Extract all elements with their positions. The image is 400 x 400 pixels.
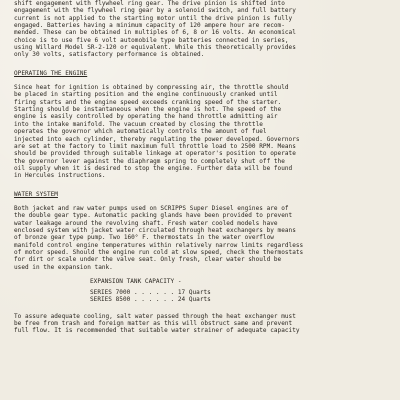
text-line: the double gear type. Automatic packing glands have been provided to prevent xyxy=(14,212,293,220)
text-line: current is not applied to the starting motor until the drive pinion is fully xyxy=(14,14,293,22)
text-line: using Willard Model SR-2-120 or equivalent. While this theoretically provides xyxy=(14,44,296,52)
text-line: operates the governor which automatically controls the amount of fuel xyxy=(14,128,267,136)
section-heading: WATER SYSTEM xyxy=(14,190,58,198)
text-line: injected into each cylinder, thereby regulating the power developed. Governors xyxy=(14,135,300,143)
intro-paragraph xyxy=(14,0,390,59)
text-line: engine is easily controlled by operating the hand throttle admitting air xyxy=(14,113,278,121)
text-line: shift engagement with flywheel ring gear. The drive pinion is shifted into xyxy=(14,0,285,7)
row-label: SERIES 7000 xyxy=(90,289,131,296)
text-line: full flow. It is recommended that suitable water strainer of adequate capacity xyxy=(14,327,300,335)
closing-paragraph xyxy=(14,313,390,335)
row-value: 17 Quarts xyxy=(177,289,211,296)
text-line: of motor speed. Should the engine run cold at slow speed, check the thermostats xyxy=(14,248,304,256)
text-line: choice is to use five 6 volt automobile type batteries connected in series, xyxy=(14,36,289,44)
text-line: are set at the factory to limit maximum full throttle load to 2500 RPM. Means xyxy=(14,142,296,150)
row-label: SERIES 8500 xyxy=(90,296,131,304)
text-line: firing starts and the engine speed exceeds cranking speed of the starter. xyxy=(14,98,282,106)
text-line: of bronze gear type pump. Two 160° F. thermostats in the water overflow xyxy=(14,234,274,242)
table-row: SERIES 7000 . . . . . . 17 Quarts xyxy=(90,289,211,296)
text-line: Since heat for ignition is obtained by compressing air, the throttle should xyxy=(14,84,289,92)
text-line: manifold control engine temperatures within relatively narrow limits regardless xyxy=(14,241,304,249)
text-line: used in the expansion tank. xyxy=(14,263,113,271)
text-line: into the intake manifold. The vacuum created by closing the throttle xyxy=(14,120,263,128)
section-water-system xyxy=(14,191,390,271)
text-line: engaged. Batteries having a minimum capacity of 120 ampere hour are recom- xyxy=(14,22,285,30)
section-operating-engine xyxy=(14,70,390,180)
text-line: Both jacket and raw water pumps used on SCRIPPS Super Diesel engines are of xyxy=(14,204,289,212)
table-title: EXPANSION TANK CAPACITY - xyxy=(90,278,182,285)
text-line: the governor lever against the diaphragm spring to completely shut off the xyxy=(14,157,285,165)
text-line: Starting should be instantaneous when the engine is hot. The speed of the xyxy=(14,106,282,114)
text-line: enclosed system with jacket water circulated through heat exchangers by means xyxy=(14,226,296,234)
text-line: be free from trash and foreign matter as this will obstruct same and prevent xyxy=(14,320,293,328)
text-line: be placed in starting position and the engine continuously cranked until xyxy=(14,91,278,99)
row-value: 24 Quarts xyxy=(177,296,211,304)
text-line: only 30 volts, satisfactory performance is obtained. xyxy=(14,51,205,59)
text-line: engagement with the flywheel ring gear by a solenoid switch, and full battery xyxy=(14,7,296,15)
text-line: mended. These can be obtained in multiples of 6, 8 or 16 volts. An economical xyxy=(14,29,296,37)
text-line: should be provided through suitable linkage at operator's position to operate xyxy=(14,150,296,158)
expansion-tank-capacity-table xyxy=(14,278,390,304)
text-line: water leakage around the revolving shaft. Fresh water cooled models have xyxy=(14,219,278,227)
text-line: in Hercules instructions. xyxy=(14,172,106,180)
text-line: oil supply when it is desired to stop the engine. Further data will be found xyxy=(14,164,293,172)
text-line: To assure adequate cooling, salt water passed through the heat exchanger must xyxy=(14,312,296,320)
text-line: for dirt or scale under the valve seat. Only fresh, clear water should be xyxy=(14,256,282,264)
table-row: SERIES 8500 . . . . . . 24 Quarts xyxy=(90,296,211,304)
section-heading: OPERATING THE ENGINE xyxy=(14,69,88,77)
